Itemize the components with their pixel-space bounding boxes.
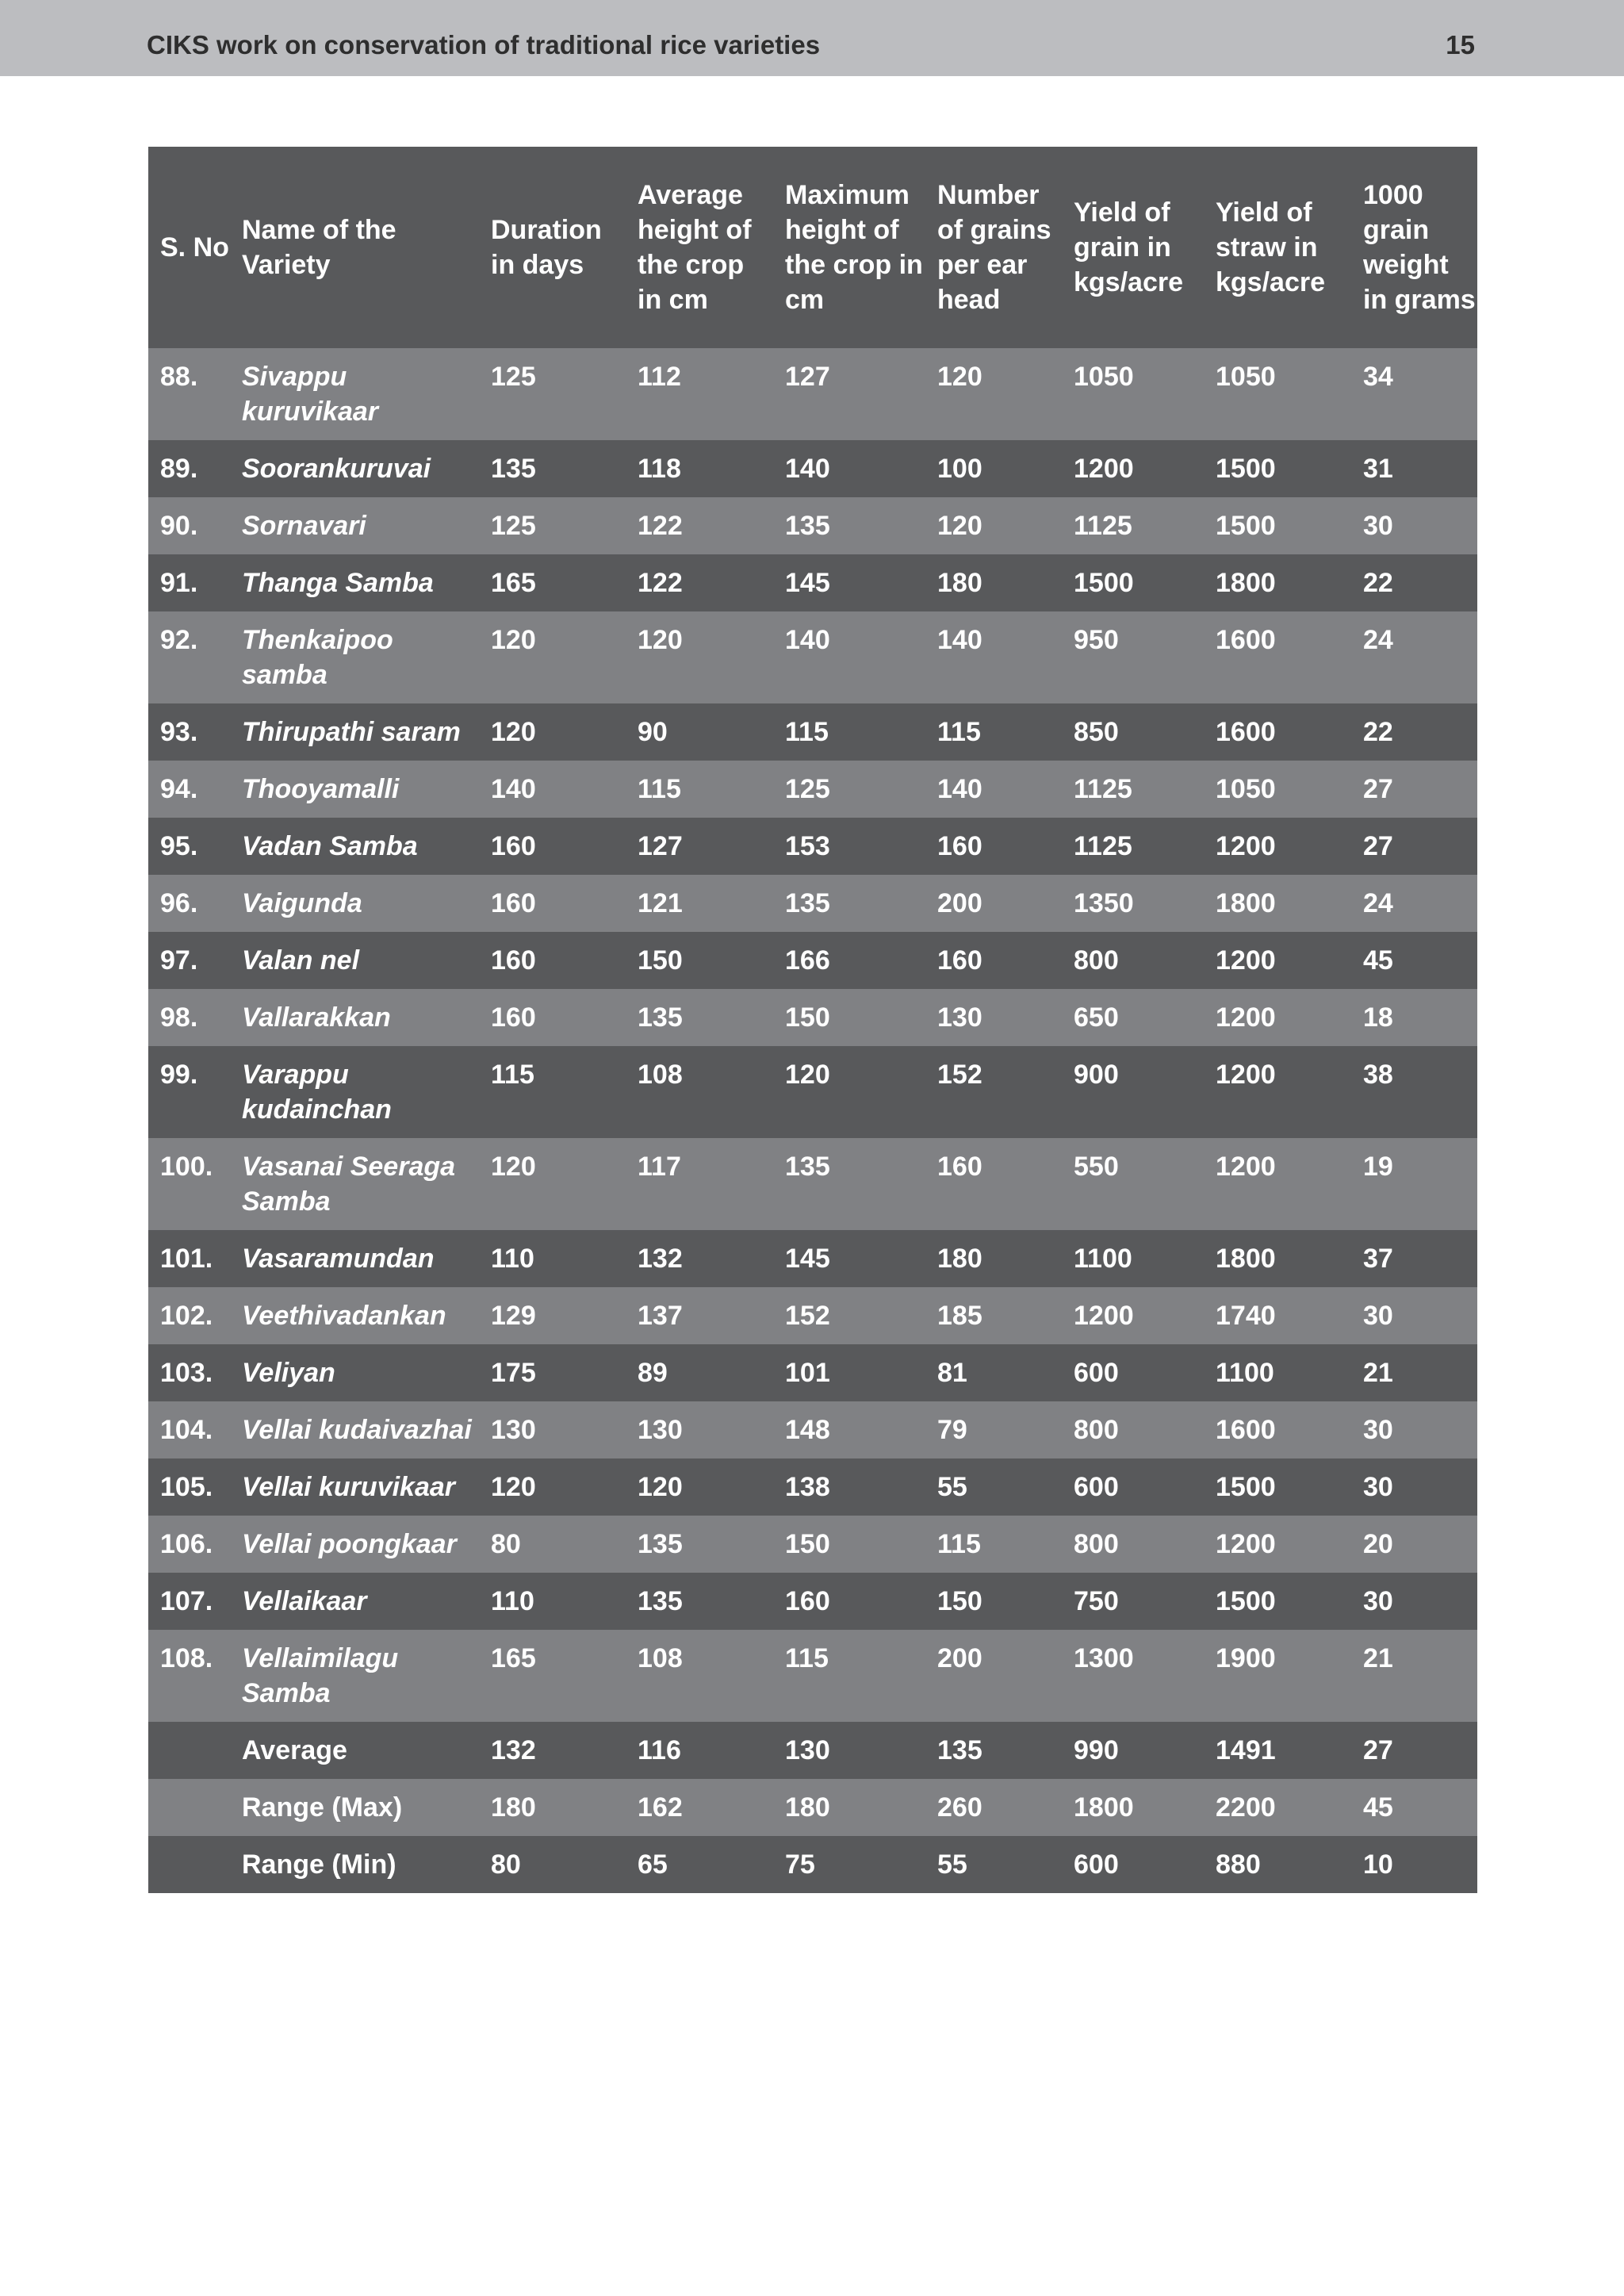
cell-straw-yield: 1800 bbox=[1204, 1230, 1351, 1287]
cell-maximum-height: 153 bbox=[773, 818, 925, 875]
cell-s-no: 105. bbox=[148, 1458, 230, 1516]
cell-grains-per-ear: 160 bbox=[925, 1138, 1062, 1230]
cell-s-no bbox=[148, 1779, 230, 1836]
cell-grains-per-ear: 135 bbox=[925, 1722, 1062, 1779]
cell-variety: Range (Min) bbox=[230, 1836, 479, 1893]
summary-row bbox=[148, 1779, 1477, 1836]
cell-average-height: 120 bbox=[626, 1458, 773, 1516]
cell-duration: 120 bbox=[479, 611, 626, 703]
rice-varieties-table bbox=[148, 147, 1477, 1893]
cell-grain-yield: 800 bbox=[1062, 932, 1204, 989]
cell-grain-weight: 30 bbox=[1351, 1573, 1477, 1630]
column-header-grains-per-ear: Number of grains per ear head bbox=[925, 147, 1062, 348]
cell-grain-yield: 1125 bbox=[1062, 818, 1204, 875]
cell-variety: Sornavari bbox=[230, 497, 479, 554]
cell-average-height: 127 bbox=[626, 818, 773, 875]
table-row bbox=[148, 1573, 1477, 1630]
cell-grain-weight: 37 bbox=[1351, 1230, 1477, 1287]
cell-straw-yield: 1500 bbox=[1204, 497, 1351, 554]
cell-average-height: 135 bbox=[626, 1573, 773, 1630]
cell-grain-yield: 550 bbox=[1062, 1138, 1204, 1230]
column-header-s-no: S. No bbox=[148, 147, 230, 348]
cell-duration: 132 bbox=[479, 1722, 626, 1779]
cell-grain-yield: 850 bbox=[1062, 703, 1204, 761]
table-row bbox=[148, 497, 1477, 554]
cell-duration: 120 bbox=[479, 703, 626, 761]
cell-maximum-height: 115 bbox=[773, 1630, 925, 1722]
cell-variety: Thanga Samba bbox=[230, 554, 479, 611]
cell-grain-weight: 22 bbox=[1351, 554, 1477, 611]
cell-grains-per-ear: 160 bbox=[925, 818, 1062, 875]
column-header-maximum-height: Maximum height of the crop in cm bbox=[773, 147, 925, 348]
cell-s-no: 101. bbox=[148, 1230, 230, 1287]
cell-straw-yield: 1600 bbox=[1204, 703, 1351, 761]
cell-variety: Vellai poongkaar bbox=[230, 1516, 479, 1573]
cell-maximum-height: 180 bbox=[773, 1779, 925, 1836]
cell-grains-per-ear: 55 bbox=[925, 1836, 1062, 1893]
table-row bbox=[148, 611, 1477, 703]
cell-variety: Average bbox=[230, 1722, 479, 1779]
cell-duration: 120 bbox=[479, 1138, 626, 1230]
cell-maximum-height: 125 bbox=[773, 761, 925, 818]
cell-straw-yield: 1200 bbox=[1204, 1138, 1351, 1230]
cell-grains-per-ear: 180 bbox=[925, 1230, 1062, 1287]
cell-grains-per-ear: 130 bbox=[925, 989, 1062, 1046]
cell-maximum-height: 135 bbox=[773, 875, 925, 932]
table-row bbox=[148, 1630, 1477, 1722]
cell-grains-per-ear: 185 bbox=[925, 1287, 1062, 1344]
cell-maximum-height: 145 bbox=[773, 1230, 925, 1287]
cell-grain-yield: 1125 bbox=[1062, 497, 1204, 554]
cell-straw-yield: 1200 bbox=[1204, 932, 1351, 989]
cell-grain-weight: 18 bbox=[1351, 989, 1477, 1046]
cell-maximum-height: 166 bbox=[773, 932, 925, 989]
table-row bbox=[148, 1138, 1477, 1230]
cell-grain-weight: 30 bbox=[1351, 1287, 1477, 1344]
column-header-straw-yield: Yield of straw in kgs/acre bbox=[1204, 147, 1351, 348]
cell-average-height: 150 bbox=[626, 932, 773, 989]
cell-variety: Range (Max) bbox=[230, 1779, 479, 1836]
page-number: 15 bbox=[1446, 30, 1475, 59]
cell-duration: 110 bbox=[479, 1573, 626, 1630]
cell-straw-yield: 1600 bbox=[1204, 1401, 1351, 1458]
cell-grain-yield: 950 bbox=[1062, 611, 1204, 703]
cell-grain-yield: 600 bbox=[1062, 1836, 1204, 1893]
cell-duration: 115 bbox=[479, 1046, 626, 1138]
cell-variety: Vellai kuruvikaar bbox=[230, 1458, 479, 1516]
cell-average-height: 120 bbox=[626, 611, 773, 703]
cell-variety: Vaigunda bbox=[230, 875, 479, 932]
cell-average-height: 122 bbox=[626, 497, 773, 554]
cell-maximum-height: 140 bbox=[773, 440, 925, 497]
cell-grain-weight: 31 bbox=[1351, 440, 1477, 497]
cell-duration: 125 bbox=[479, 497, 626, 554]
cell-average-height: 122 bbox=[626, 554, 773, 611]
cell-average-height: 65 bbox=[626, 1836, 773, 1893]
table-row bbox=[148, 1230, 1477, 1287]
cell-variety: Vellaikaar bbox=[230, 1573, 479, 1630]
cell-grain-weight: 45 bbox=[1351, 932, 1477, 989]
cell-maximum-height: 160 bbox=[773, 1573, 925, 1630]
cell-average-height: 121 bbox=[626, 875, 773, 932]
cell-straw-yield: 1600 bbox=[1204, 611, 1351, 703]
table-row bbox=[148, 1287, 1477, 1344]
cell-duration: 120 bbox=[479, 1458, 626, 1516]
cell-straw-yield: 1740 bbox=[1204, 1287, 1351, 1344]
cell-duration: 160 bbox=[479, 932, 626, 989]
cell-straw-yield: 1200 bbox=[1204, 989, 1351, 1046]
cell-s-no: 103. bbox=[148, 1344, 230, 1401]
cell-duration: 175 bbox=[479, 1344, 626, 1401]
cell-average-height: 135 bbox=[626, 989, 773, 1046]
cell-variety: Vasanai Seeraga Samba bbox=[230, 1138, 479, 1230]
cell-average-height: 108 bbox=[626, 1630, 773, 1722]
cell-variety: Vellaimilagu Samba bbox=[230, 1630, 479, 1722]
cell-grains-per-ear: 200 bbox=[925, 1630, 1062, 1722]
cell-variety: Soorankuruvai bbox=[230, 440, 479, 497]
cell-grain-weight: 21 bbox=[1351, 1630, 1477, 1722]
cell-variety: Vellai kudaivazhai bbox=[230, 1401, 479, 1458]
cell-straw-yield: 1100 bbox=[1204, 1344, 1351, 1401]
cell-maximum-height: 101 bbox=[773, 1344, 925, 1401]
cell-maximum-height: 150 bbox=[773, 989, 925, 1046]
cell-grain-yield: 600 bbox=[1062, 1458, 1204, 1516]
cell-average-height: 135 bbox=[626, 1516, 773, 1573]
summary-row bbox=[148, 1836, 1477, 1893]
column-header-duration: Duration in days bbox=[479, 147, 626, 348]
cell-average-height: 117 bbox=[626, 1138, 773, 1230]
cell-grains-per-ear: 140 bbox=[925, 761, 1062, 818]
cell-maximum-height: 130 bbox=[773, 1722, 925, 1779]
cell-s-no: 95. bbox=[148, 818, 230, 875]
summary-row bbox=[148, 1722, 1477, 1779]
cell-grain-yield: 1500 bbox=[1062, 554, 1204, 611]
table-row bbox=[148, 348, 1477, 440]
cell-grains-per-ear: 150 bbox=[925, 1573, 1062, 1630]
cell-grains-per-ear: 260 bbox=[925, 1779, 1062, 1836]
cell-maximum-height: 148 bbox=[773, 1401, 925, 1458]
cell-variety: Veliyan bbox=[230, 1344, 479, 1401]
cell-grain-weight: 30 bbox=[1351, 497, 1477, 554]
cell-duration: 135 bbox=[479, 440, 626, 497]
cell-straw-yield: 1500 bbox=[1204, 1573, 1351, 1630]
cell-variety: Vadan Samba bbox=[230, 818, 479, 875]
cell-duration: 165 bbox=[479, 1630, 626, 1722]
cell-straw-yield: 1500 bbox=[1204, 1458, 1351, 1516]
cell-s-no: 91. bbox=[148, 554, 230, 611]
cell-duration: 160 bbox=[479, 875, 626, 932]
running-header bbox=[0, 0, 1624, 76]
cell-grain-weight: 27 bbox=[1351, 818, 1477, 875]
cell-average-height: 118 bbox=[626, 440, 773, 497]
cell-s-no: 96. bbox=[148, 875, 230, 932]
cell-maximum-height: 115 bbox=[773, 703, 925, 761]
cell-average-height: 130 bbox=[626, 1401, 773, 1458]
cell-s-no: 107. bbox=[148, 1573, 230, 1630]
cell-maximum-height: 138 bbox=[773, 1458, 925, 1516]
cell-grains-per-ear: 160 bbox=[925, 932, 1062, 989]
cell-grain-yield: 650 bbox=[1062, 989, 1204, 1046]
cell-s-no bbox=[148, 1836, 230, 1893]
cell-grain-weight: 34 bbox=[1351, 348, 1477, 440]
cell-grains-per-ear: 140 bbox=[925, 611, 1062, 703]
running-header-title: CIKS work on conservation of traditional rice varieties bbox=[147, 30, 821, 59]
table-row bbox=[148, 1516, 1477, 1573]
cell-grain-yield: 750 bbox=[1062, 1573, 1204, 1630]
cell-s-no: 104. bbox=[148, 1401, 230, 1458]
cell-straw-yield: 1200 bbox=[1204, 818, 1351, 875]
cell-straw-yield: 1050 bbox=[1204, 348, 1351, 440]
cell-duration: 130 bbox=[479, 1401, 626, 1458]
cell-grains-per-ear: 115 bbox=[925, 703, 1062, 761]
cell-variety: Thooyamalli bbox=[230, 761, 479, 818]
cell-s-no: 92. bbox=[148, 611, 230, 703]
cell-straw-yield: 2200 bbox=[1204, 1779, 1351, 1836]
cell-s-no: 99. bbox=[148, 1046, 230, 1138]
cell-duration: 160 bbox=[479, 989, 626, 1046]
cell-variety: Varappu kudainchan bbox=[230, 1046, 479, 1138]
table-row bbox=[148, 1046, 1477, 1138]
cell-grain-yield: 1050 bbox=[1062, 348, 1204, 440]
cell-s-no: 88. bbox=[148, 348, 230, 440]
cell-s-no: 100. bbox=[148, 1138, 230, 1230]
cell-duration: 129 bbox=[479, 1287, 626, 1344]
cell-straw-yield: 1200 bbox=[1204, 1046, 1351, 1138]
cell-s-no: 108. bbox=[148, 1630, 230, 1722]
cell-maximum-height: 145 bbox=[773, 554, 925, 611]
cell-duration: 80 bbox=[479, 1516, 626, 1573]
cell-average-height: 162 bbox=[626, 1779, 773, 1836]
cell-average-height: 137 bbox=[626, 1287, 773, 1344]
cell-variety: Thenkaipoo samba bbox=[230, 611, 479, 703]
cell-duration: 125 bbox=[479, 348, 626, 440]
cell-s-no bbox=[148, 1722, 230, 1779]
cell-grain-weight: 38 bbox=[1351, 1046, 1477, 1138]
table-row bbox=[148, 818, 1477, 875]
cell-grain-yield: 900 bbox=[1062, 1046, 1204, 1138]
cell-straw-yield: 1800 bbox=[1204, 554, 1351, 611]
table-row bbox=[148, 440, 1477, 497]
cell-grains-per-ear: 79 bbox=[925, 1401, 1062, 1458]
cell-grain-yield: 1100 bbox=[1062, 1230, 1204, 1287]
column-header-grain-weight: 1000 grain weight in grams bbox=[1351, 147, 1477, 348]
cell-s-no: 90. bbox=[148, 497, 230, 554]
cell-s-no: 89. bbox=[148, 440, 230, 497]
cell-s-no: 93. bbox=[148, 703, 230, 761]
cell-grain-weight: 45 bbox=[1351, 1779, 1477, 1836]
cell-grain-yield: 1125 bbox=[1062, 761, 1204, 818]
cell-s-no: 98. bbox=[148, 989, 230, 1046]
cell-variety: Sivappu kuruvikaar bbox=[230, 348, 479, 440]
cell-variety: Vasaramundan bbox=[230, 1230, 479, 1287]
cell-average-height: 132 bbox=[626, 1230, 773, 1287]
cell-s-no: 97. bbox=[148, 932, 230, 989]
cell-straw-yield: 1900 bbox=[1204, 1630, 1351, 1722]
cell-grains-per-ear: 200 bbox=[925, 875, 1062, 932]
cell-grain-weight: 21 bbox=[1351, 1344, 1477, 1401]
cell-maximum-height: 135 bbox=[773, 1138, 925, 1230]
cell-grain-yield: 1200 bbox=[1062, 440, 1204, 497]
cell-grain-weight: 24 bbox=[1351, 875, 1477, 932]
cell-grain-yield: 800 bbox=[1062, 1401, 1204, 1458]
cell-duration: 140 bbox=[479, 761, 626, 818]
cell-straw-yield: 1050 bbox=[1204, 761, 1351, 818]
cell-s-no: 102. bbox=[148, 1287, 230, 1344]
table-row bbox=[148, 932, 1477, 989]
cell-average-height: 112 bbox=[626, 348, 773, 440]
table-row bbox=[148, 761, 1477, 818]
cell-duration: 80 bbox=[479, 1836, 626, 1893]
cell-duration: 110 bbox=[479, 1230, 626, 1287]
cell-maximum-height: 120 bbox=[773, 1046, 925, 1138]
cell-straw-yield: 1200 bbox=[1204, 1516, 1351, 1573]
cell-s-no: 106. bbox=[148, 1516, 230, 1573]
cell-maximum-height: 150 bbox=[773, 1516, 925, 1573]
cell-grains-per-ear: 180 bbox=[925, 554, 1062, 611]
cell-maximum-height: 152 bbox=[773, 1287, 925, 1344]
cell-grain-weight: 22 bbox=[1351, 703, 1477, 761]
cell-straw-yield: 1800 bbox=[1204, 875, 1351, 932]
column-header-variety: Name of the Variety bbox=[230, 147, 479, 348]
cell-grain-weight: 19 bbox=[1351, 1138, 1477, 1230]
cell-grain-yield: 1300 bbox=[1062, 1630, 1204, 1722]
cell-straw-yield: 880 bbox=[1204, 1836, 1351, 1893]
cell-maximum-height: 135 bbox=[773, 497, 925, 554]
cell-grains-per-ear: 81 bbox=[925, 1344, 1062, 1401]
cell-grain-yield: 990 bbox=[1062, 1722, 1204, 1779]
cell-maximum-height: 140 bbox=[773, 611, 925, 703]
cell-maximum-height: 75 bbox=[773, 1836, 925, 1893]
column-header-grain-yield: Yield of grain in kgs/acre bbox=[1062, 147, 1204, 348]
cell-s-no: 94. bbox=[148, 761, 230, 818]
cell-duration: 165 bbox=[479, 554, 626, 611]
table-row bbox=[148, 1401, 1477, 1458]
cell-grains-per-ear: 152 bbox=[925, 1046, 1062, 1138]
cell-variety: Thirupathi saram bbox=[230, 703, 479, 761]
cell-grain-weight: 24 bbox=[1351, 611, 1477, 703]
cell-grain-yield: 800 bbox=[1062, 1516, 1204, 1573]
cell-grains-per-ear: 120 bbox=[925, 497, 1062, 554]
cell-variety: Valan nel bbox=[230, 932, 479, 989]
cell-duration: 180 bbox=[479, 1779, 626, 1836]
cell-grain-yield: 600 bbox=[1062, 1344, 1204, 1401]
cell-variety: Vallarakkan bbox=[230, 989, 479, 1046]
cell-grains-per-ear: 100 bbox=[925, 440, 1062, 497]
table-row bbox=[148, 989, 1477, 1046]
column-header-average-height: Average height of the crop in cm bbox=[626, 147, 773, 348]
cell-grain-yield: 1200 bbox=[1062, 1287, 1204, 1344]
table-row bbox=[148, 554, 1477, 611]
cell-straw-yield: 1500 bbox=[1204, 440, 1351, 497]
table-row bbox=[148, 1344, 1477, 1401]
cell-grain-weight: 20 bbox=[1351, 1516, 1477, 1573]
cell-average-height: 115 bbox=[626, 761, 773, 818]
table-row bbox=[148, 1458, 1477, 1516]
cell-straw-yield: 1491 bbox=[1204, 1722, 1351, 1779]
cell-average-height: 116 bbox=[626, 1722, 773, 1779]
cell-duration: 160 bbox=[479, 818, 626, 875]
cell-grain-weight: 30 bbox=[1351, 1401, 1477, 1458]
table-row bbox=[148, 703, 1477, 761]
cell-maximum-height: 127 bbox=[773, 348, 925, 440]
cell-average-height: 108 bbox=[626, 1046, 773, 1138]
cell-grain-yield: 1350 bbox=[1062, 875, 1204, 932]
cell-grain-weight: 10 bbox=[1351, 1836, 1477, 1893]
table-body bbox=[148, 348, 1477, 1893]
cell-average-height: 89 bbox=[626, 1344, 773, 1401]
cell-grain-weight: 30 bbox=[1351, 1458, 1477, 1516]
cell-average-height: 90 bbox=[626, 703, 773, 761]
cell-grain-weight: 27 bbox=[1351, 1722, 1477, 1779]
cell-grain-yield: 1800 bbox=[1062, 1779, 1204, 1836]
cell-grains-per-ear: 115 bbox=[925, 1516, 1062, 1573]
cell-grains-per-ear: 55 bbox=[925, 1458, 1062, 1516]
cell-variety: Veethivadankan bbox=[230, 1287, 479, 1344]
table-header-row bbox=[148, 147, 1477, 348]
cell-grains-per-ear: 120 bbox=[925, 348, 1062, 440]
table-row bbox=[148, 875, 1477, 932]
cell-grain-weight: 27 bbox=[1351, 761, 1477, 818]
